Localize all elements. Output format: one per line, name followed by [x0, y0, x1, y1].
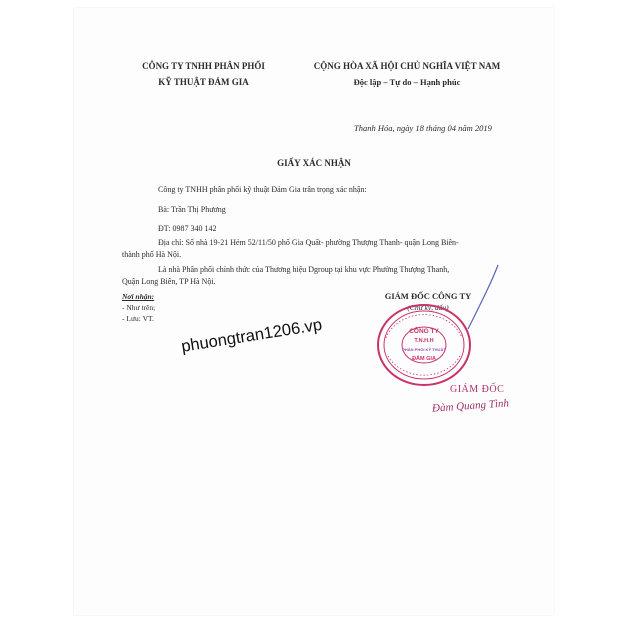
distributor-line1: Là nhà Phân phối chính thức của Thương hiệu Dgroup tại khu vực Phường Thượng Thanh,: [158, 265, 450, 274]
recipient-item: - Lưu: VT.: [122, 314, 154, 323]
watermark-text: phuongtran1206.vp: [180, 315, 324, 356]
document-title: GIẤY XÁC NHẬN: [277, 158, 351, 168]
seal-text-line4: ĐẢM GIA: [412, 356, 436, 362]
recipients-block: [122, 291, 155, 324]
document-page: [74, 8, 554, 615]
national-motto: Độc lập – Tự do – Hạnh phúc: [353, 77, 461, 87]
company-name-line2: KỸ THUẬT ĐẢM GIA: [158, 77, 249, 87]
recipient-item: - Như trên;: [122, 303, 156, 312]
company-header: [126, 58, 281, 90]
signer-name: Đàm Quang Tình: [431, 397, 510, 415]
seal-text-line1: CÔNG TY: [409, 328, 439, 335]
national-title: CỘNG HÒA XÃ HỘI CHỦ NGHĨA VIỆT NAM: [313, 61, 501, 71]
national-header: [282, 58, 532, 90]
recipients-title: Nơi nhận:: [122, 292, 155, 301]
signature-title: GIÁM ĐỐC CÔNG TY: [384, 291, 472, 301]
intro-line: Công ty TNHH phân phối kỹ thuật Đảm Gia trân trọng xác nhận:: [158, 185, 367, 194]
company-name-line1: CÔNG TY TNHH PHÂN PHỐI: [142, 61, 265, 71]
recipient-phone: ĐT: 0987 340 142: [158, 224, 217, 233]
recipient-name: Bà: Trần Thị Phương: [158, 205, 226, 214]
seal-text-line3: PHÂN PHỐI KỸ THUẬT: [402, 347, 446, 352]
address-line1: Địa chỉ: Số nhà 19-21 Hẻm 52/11/50 phố Gia Quất- phường Thượng Thanh- quận Long Biên-: [158, 238, 459, 247]
stamp-director-title: GIÁM ĐỐC: [450, 384, 505, 395]
date-line: Thanh Hóa, ngày 18 tháng 04 năm 2019: [354, 123, 492, 133]
signature-note: (Chữ ký, dấu): [407, 303, 449, 312]
company-seal: [374, 300, 474, 390]
distributor-line2: Quận Long Biên, TP Hà Nội.: [122, 277, 216, 286]
seal-text-line2: T.N.H.H: [414, 338, 434, 344]
address-line2: thành phố Hà Nội.: [122, 250, 182, 259]
